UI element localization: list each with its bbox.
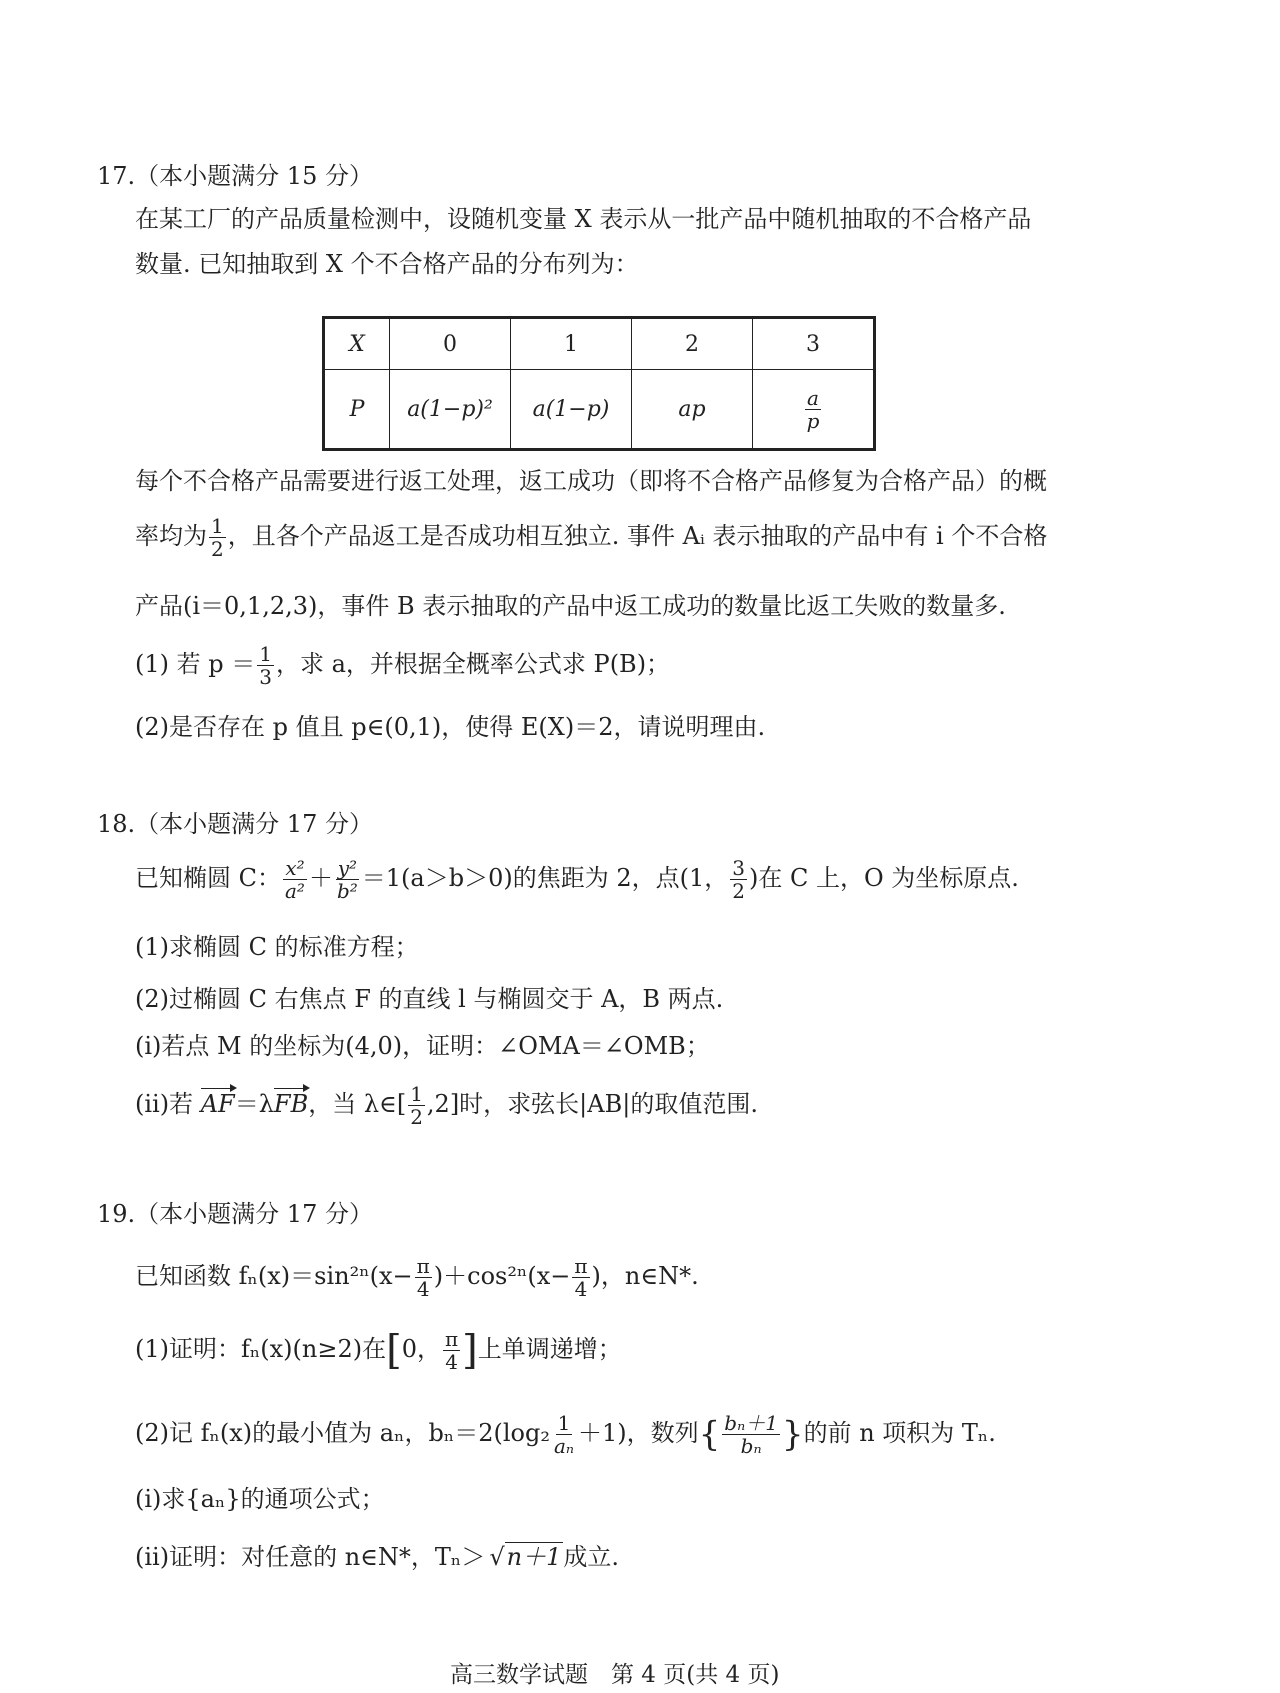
q19-sub2i: (ⅰ)求{aₙ}的通项公式； — [135, 1485, 385, 1513]
table-row — [324, 370, 875, 450]
page-footer: 高三数学试题 第 4 页(共 4 页) — [450, 1662, 780, 1688]
q17-sub1: (1) 若 p ＝ $\frac{1}{3}$ ，求 a，并根据全概率公式求 P(B)； — [135, 642, 671, 689]
q17-sub2: (2)是否存在 p 值且 p∈(0,1)，使得 E(X)＝2，请说明理由. — [135, 713, 766, 741]
table-cell: 2 — [632, 318, 753, 370]
table-cell: P — [324, 370, 390, 450]
table-cell: a(1−p)² — [390, 370, 511, 450]
table-cell: 0 — [390, 318, 511, 370]
table-cell: X — [324, 318, 390, 370]
q18-sub2: (2)过椭圆 C 右焦点 F 的直线 l 与椭圆交于 A，B 两点. — [135, 985, 724, 1013]
q17-para3: 产品(i＝0,1,2,3)，事件 B 表示抽取的产品中返工成功的数量比返工失败的数量多. — [135, 592, 1006, 620]
q17-line1: 在某工厂的产品质量检测中，设随机变量 X 表示从一批产品中随机抽取的不合格产品 — [135, 205, 1032, 233]
table-row — [324, 318, 875, 370]
q17-title: 17.（本小题满分 15 分） — [97, 162, 373, 190]
table-cell: $\frac{a}{p}$ — [753, 370, 875, 450]
q19-title: 19.（本小题满分 17 分） — [97, 1200, 373, 1228]
q19-sub2: (2)记 fₙ(x)的最小值为 aₙ，bₙ＝2(log₂ $\frac{1}{\text{aₙ}}$ ＋1)，数列{ $\frac{\text{bₙ＋1}}{\text{bₙ}}$ }的前 n 项积为 Tₙ. — [135, 1411, 996, 1458]
q18-sub2ii: (ⅱ)若 AF＝λFB，当 λ∈[ $\frac{1}{2}$ ,2]时，求弦长|AB|的取值范围. — [135, 1082, 758, 1129]
q18-title: 18.（本小题满分 17 分） — [97, 810, 373, 838]
q19-intro: 已知函数 fₙ(x)＝sin²ⁿ(x− $\frac{\pi}{4}$ )＋cos²ⁿ(x− $\frac{\pi}{4}$ )，n∈N*. — [135, 1254, 699, 1301]
q19-sub2ii: (ⅱ)证明：对任意的 n∈N*，Tₙ＞ √n＋1成立. — [135, 1543, 619, 1571]
table-cell: ap — [632, 370, 753, 450]
q18-sub2i: (ⅰ)若点 M 的坐标为(4,0)，证明：∠OMA＝∠OMB； — [135, 1032, 710, 1060]
vector-fb: FB — [273, 1090, 309, 1118]
vector-af: AF — [200, 1090, 235, 1118]
q18-sub1: (1)求椭圆 C 的标准方程； — [135, 933, 419, 961]
q18-intro: 已知椭圆 C： $\frac{\text{x²}}{\text{a²}}$ ＋ $\frac{\text{y²}}{\text{b²}}$ ＝1(a＞b＞0)的焦距为 2，点(1， $\frac{3}{2}$ )在 C 上，O 为坐标原点. — [135, 856, 1019, 903]
table-cell: 3 — [753, 318, 875, 370]
q17-para2: 率均为 $\frac{1}{2}$ ，且各个产品返工是否成功相互独立. 事件 Aᵢ 表示抽取的产品中有 i 个不合格 — [135, 514, 1048, 561]
q17-para1: 每个不合格产品需要进行返工处理，返工成功（即将不合格产品修复为合格产品）的概 — [135, 467, 1047, 495]
table-cell: a(1−p) — [511, 370, 632, 450]
distribution-table — [322, 316, 876, 451]
table-cell: 1 — [511, 318, 632, 370]
q17-line2: 数量. 已知抽取到 X 个不合格产品的分布列为： — [135, 250, 639, 278]
q19-sub1: (1)证明：fₙ(x)(n≥2)在[0， $\frac{\pi}{4}$ ]上单调递增； — [135, 1327, 622, 1374]
